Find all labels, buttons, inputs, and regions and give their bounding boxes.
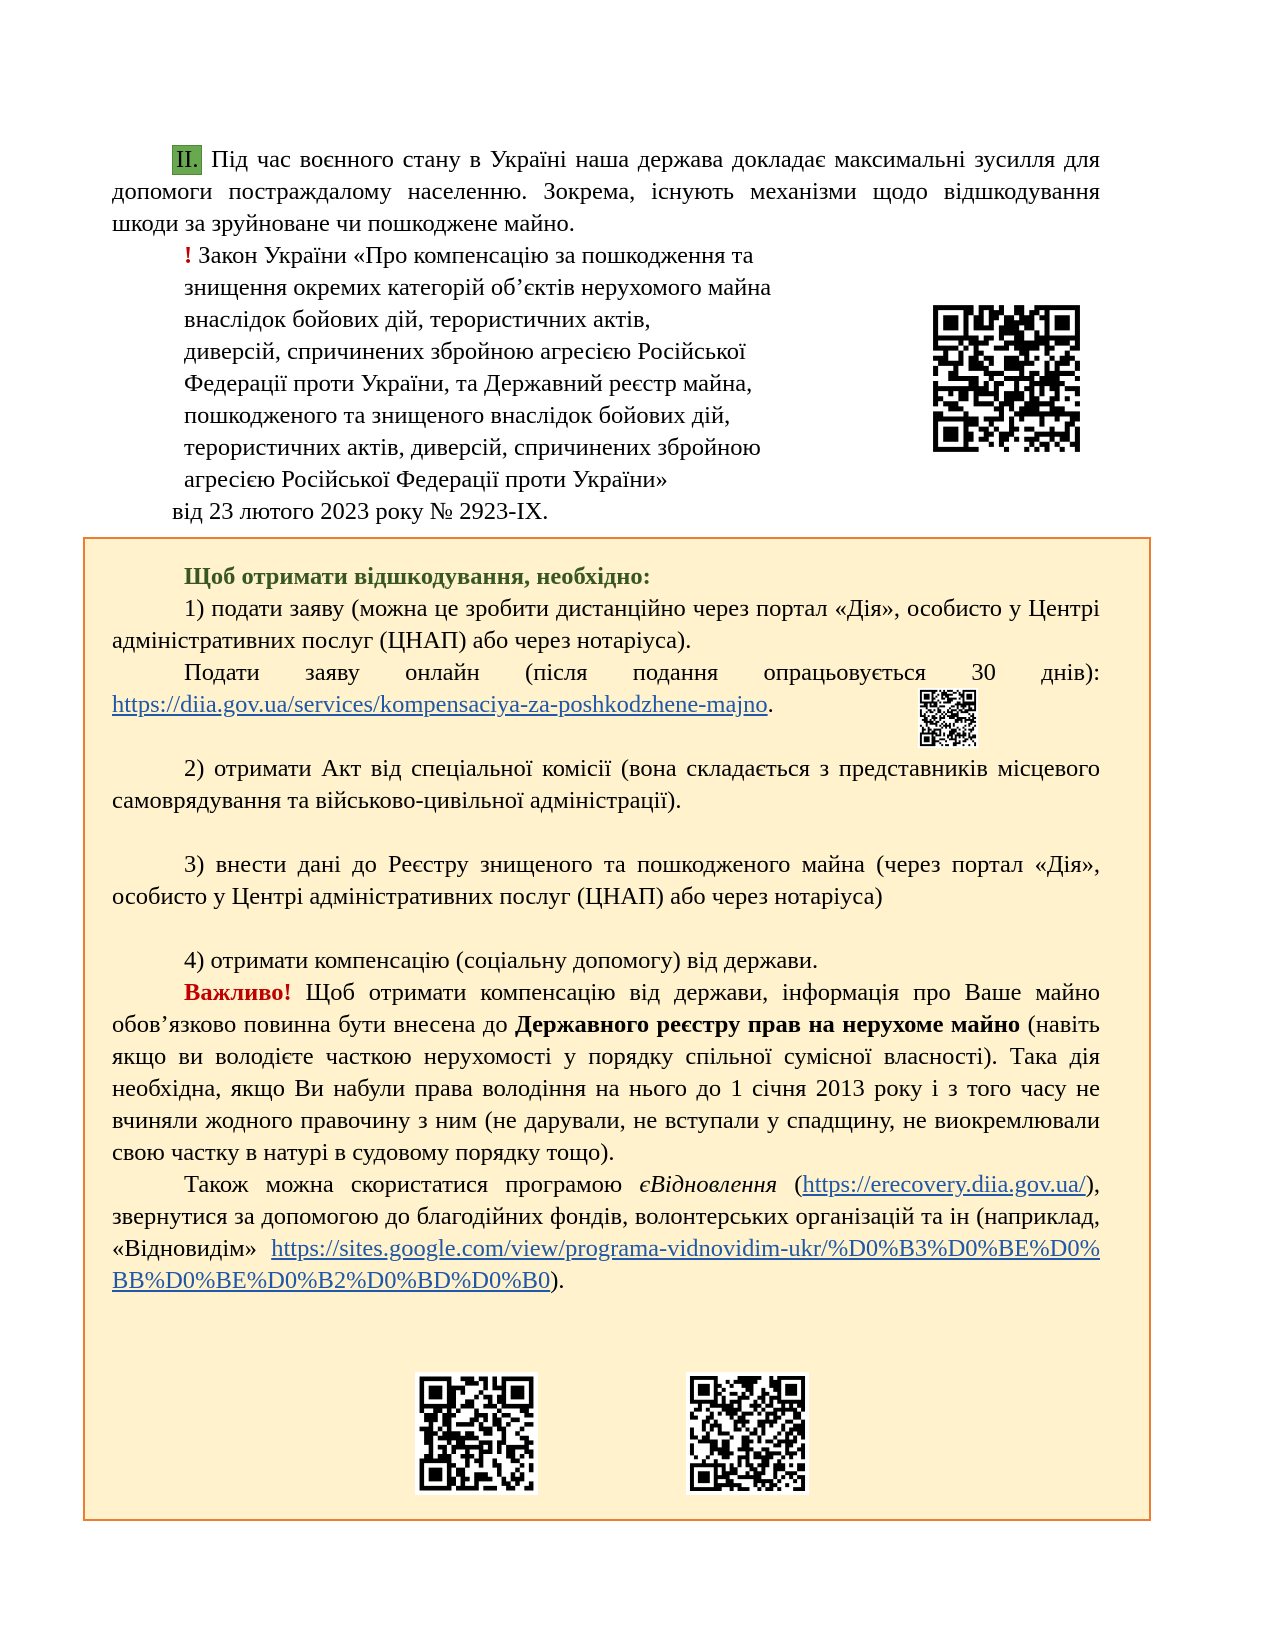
step-1: 1) подати заяву (можна це зробити дистанційно через портал «Дія», особисто у Центрі адміністративних послуг (ЦНАП) або через нотаріуса). bbox=[112, 595, 1100, 654]
paren: ( bbox=[777, 1171, 803, 1198]
qr-code-erecovery[interactable] bbox=[415, 1372, 538, 1495]
law-line: Федерації проти України, та Державний реєстр майна, bbox=[184, 370, 753, 397]
also-text-2: ), звернутися за допомогою до благодійних фондів, волонтерських організацій та ін (наприклад, «Відновидім» bbox=[112, 1171, 1100, 1262]
also-text: Також можна скористатися програмою bbox=[184, 1171, 640, 1198]
also-end: ). bbox=[550, 1267, 565, 1294]
important-label: Важливо! bbox=[184, 979, 292, 1006]
diia-compensation-link[interactable]: https://diia.gov.ua/services/kompensaciya-za-poshkodzhene-majno bbox=[112, 691, 768, 718]
online-end: . bbox=[767, 691, 774, 718]
box-heading: Щоб отримати відшкодування, необхідно: bbox=[184, 563, 651, 590]
program-name: єВідновлення bbox=[639, 1171, 778, 1198]
law-line: знищення окремих категорій об’єктів нерухомого майна bbox=[184, 274, 772, 301]
qr-code-law[interactable] bbox=[928, 300, 1085, 457]
also-paragraph bbox=[112, 1169, 1100, 1297]
intro-text: Під час воєнного стану в Україні наша держава докладає максимальні зусилля для допомоги постраждалому населенню. Зокрема, існують механізми щодо відшкодування шкоди за зруйноване чи пошкоджене майно. bbox=[112, 146, 1100, 237]
vidnovidim-link[interactable]: https://sites.google.com/view/programa-vidnovidim-ukr/%D0%B3%D0%BE%D0%BB%D0%BE%D0%B2%D0%BD%D0%B0 bbox=[112, 1235, 1100, 1294]
law-line: агресією Російської Федерації проти України» bbox=[184, 466, 668, 493]
important-text: Щоб отримати компенсацію від держави, інформація про Ваше майно обов’язково повинна бути внесена до bbox=[112, 979, 1100, 1038]
compensation-steps bbox=[112, 561, 1100, 1297]
law-line bbox=[184, 240, 874, 272]
law-line: диверсій, спричинених збройною агресією Російської bbox=[184, 338, 746, 365]
qr-code-diia[interactable] bbox=[918, 688, 978, 748]
step-2: 2) отримати Акт від спеціальної комісії (вона складається з представників місцевого самоврядування та військово-цивільної адміністрації). bbox=[112, 755, 1100, 814]
exclamation-mark: ! bbox=[184, 242, 193, 269]
law-line: внаслідок бойових дій, терористичних актів, bbox=[184, 306, 651, 333]
step-4: 4) отримати компенсацію (соціальну допомогу) від держави. bbox=[184, 947, 819, 974]
online-text: Подати заяву онлайн (після подання опрацьовується 30 днів): bbox=[184, 659, 1100, 686]
important-paragraph bbox=[112, 977, 1100, 1169]
intro-paragraph bbox=[112, 144, 1100, 240]
state-registry-name: Державного реєстру прав на нерухоме майно bbox=[515, 1011, 1021, 1038]
law-line: пошкодженого та знищеного внаслідок бойових дій, bbox=[184, 402, 731, 429]
law-line: від 23 лютого 2023 року № 2923-IX. bbox=[172, 498, 549, 525]
qr-code-vidnovidim[interactable] bbox=[686, 1372, 809, 1495]
law-reference bbox=[172, 240, 874, 528]
erecovery-link[interactable]: https://erecovery.diia.gov.ua/ bbox=[802, 1171, 1086, 1198]
law-line: терористичних актів, диверсій, спричинених збройною bbox=[184, 434, 761, 461]
law-line-text: Закон України «Про компенсацію за пошкодження та bbox=[198, 242, 754, 269]
important-text-2: (навіть якщо ви володієте часткою нерухомості у порядку спільної сумісної власності). Така дія необхідна, якщо Ви набули права володіння на нього до 1 січня 2013 року і з того часу не вчиняли жодного правочину з ним (не дарували, не вступали у спадщину, не виокремлювали свою частку в натурі в судовому порядку тощо). bbox=[112, 1011, 1100, 1166]
section-number: II. bbox=[172, 145, 202, 175]
step-3: 3) внести дані до Реєстру знищеного та пошкодженого майна (через портал «Дія», особисто у Центрі адміністративних послуг (ЦНАП) або через нотаріуса) bbox=[112, 851, 1100, 910]
